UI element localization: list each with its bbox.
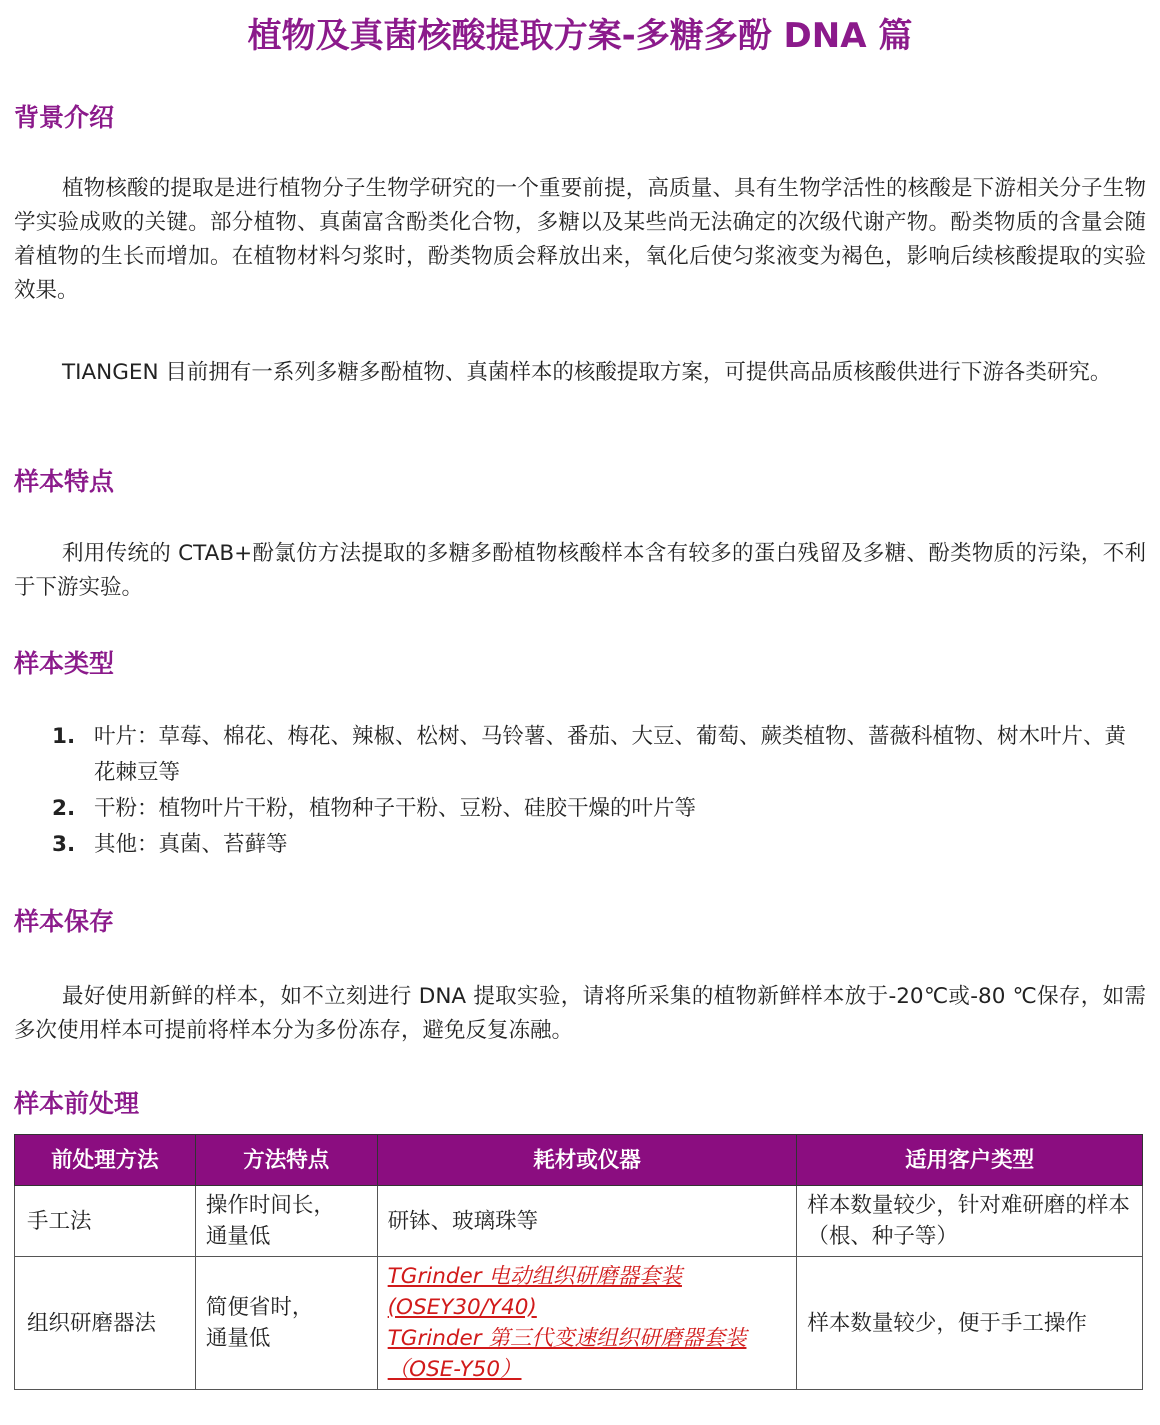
- feature-line: 操作时间长，: [205, 1193, 335, 1218]
- feature-cell: [195, 1257, 377, 1390]
- heading-sample-storage: 样本保存: [14, 907, 115, 936]
- heading-sample-types: 样本类型: [14, 649, 115, 678]
- table-row: [15, 1186, 1143, 1257]
- column-header: 适用客户类型: [797, 1135, 1143, 1186]
- list-item-number: 1.: [52, 724, 76, 749]
- heading-background: 背景介绍: [14, 103, 115, 132]
- customer-cell: 样本数量较少，针对难研磨的样本（根、种子等）: [797, 1186, 1143, 1257]
- method-cell: 手工法: [15, 1186, 196, 1257]
- page-title: 植物及真菌核酸提取方案-多糖多酚 DNA 篇: [247, 16, 913, 56]
- sample-features-paragraph: 利用传统的 CTAB+酚氯仿方法提取的多糖多酚植物核酸样本含有较多的蛋白残留及多糖、酚类物质的污染，不利于下游实验。: [14, 541, 1146, 600]
- sample-storage-paragraph: 最好使用新鲜的样本，如不立刻进行 DNA 提取实验，请将所采集的植物新鲜样本放于-20℃或-80 ℃保存，如需多次使用样本可提前将样本分为多份冻存，避免反复冻融。: [14, 984, 1146, 1043]
- feature-line: 通量低: [205, 1326, 271, 1351]
- column-header: 耗材或仪器: [377, 1135, 797, 1186]
- feature-line: 简便省时，: [205, 1295, 314, 1320]
- list-item: [52, 791, 1132, 827]
- pretreatment-table: [14, 1134, 1143, 1390]
- background-paragraph-2: TIANGEN 目前拥有一系列多糖多酚植物、真菌样本的核酸提取方案，可提供高品质核酸供进行下游各类研究。: [62, 360, 1112, 385]
- product-link-tgrinder-electric[interactable]: TGrinder 电动组织研磨器套装(OSEY30/Y40): [387, 1264, 682, 1320]
- equipment-cell: 研钵、玻璃珠等: [377, 1186, 797, 1257]
- heading-sample-features: 样本特点: [14, 467, 115, 496]
- product-link-tgrinder-gen3[interactable]: TGrinder 第三代变速组织研磨器套装（OSE-Y50）: [387, 1326, 747, 1382]
- list-item-text: 叶片：草莓、棉花、梅花、辣椒、松树、马铃薯、番茄、大豆、葡萄、蕨类植物、蔷薇科植物、树木叶片、黄花棘豆等: [94, 724, 1127, 785]
- feature-line: 通量低: [205, 1224, 271, 1249]
- equipment-cell: [377, 1257, 797, 1390]
- background-paragraph-1: 植物核酸的提取是进行植物分子生物学研究的一个重要前提，高质量、具有生物学活性的核酸是下游相关分子生物学实验成败的关键。部分植物、真菌富含酚类化合物，多糖以及某些尚无法确定的次级代谢产物。酚类物质的含量会随着植物的生长而增加。在植物材料匀浆时，酚类物质会释放出来，氧化后使匀浆液变为褐色，影响后续核酸提取的实验效果。: [14, 176, 1146, 303]
- table-header-row: [15, 1135, 1143, 1186]
- table-row: [15, 1257, 1143, 1390]
- feature-cell: [195, 1186, 377, 1257]
- list-item: [52, 827, 1132, 863]
- column-header: 方法特点: [195, 1135, 377, 1186]
- column-header: 前处理方法: [15, 1135, 196, 1186]
- heading-sample-pretreatment: 样本前处理: [14, 1089, 140, 1118]
- list-item: [52, 719, 1132, 791]
- sample-types-list: [52, 719, 1132, 863]
- list-item-text: 干粉：植物叶片干粉，植物种子干粉、豆粉、硅胶干燥的叶片等: [94, 796, 697, 821]
- list-item-text: 其他：真菌、苔藓等: [94, 832, 288, 857]
- list-item-number: 3.: [52, 832, 76, 857]
- customer-cell: 样本数量较少，便于手工操作: [797, 1257, 1143, 1390]
- method-cell: 组织研磨器法: [15, 1257, 196, 1390]
- list-item-number: 2.: [52, 796, 76, 821]
